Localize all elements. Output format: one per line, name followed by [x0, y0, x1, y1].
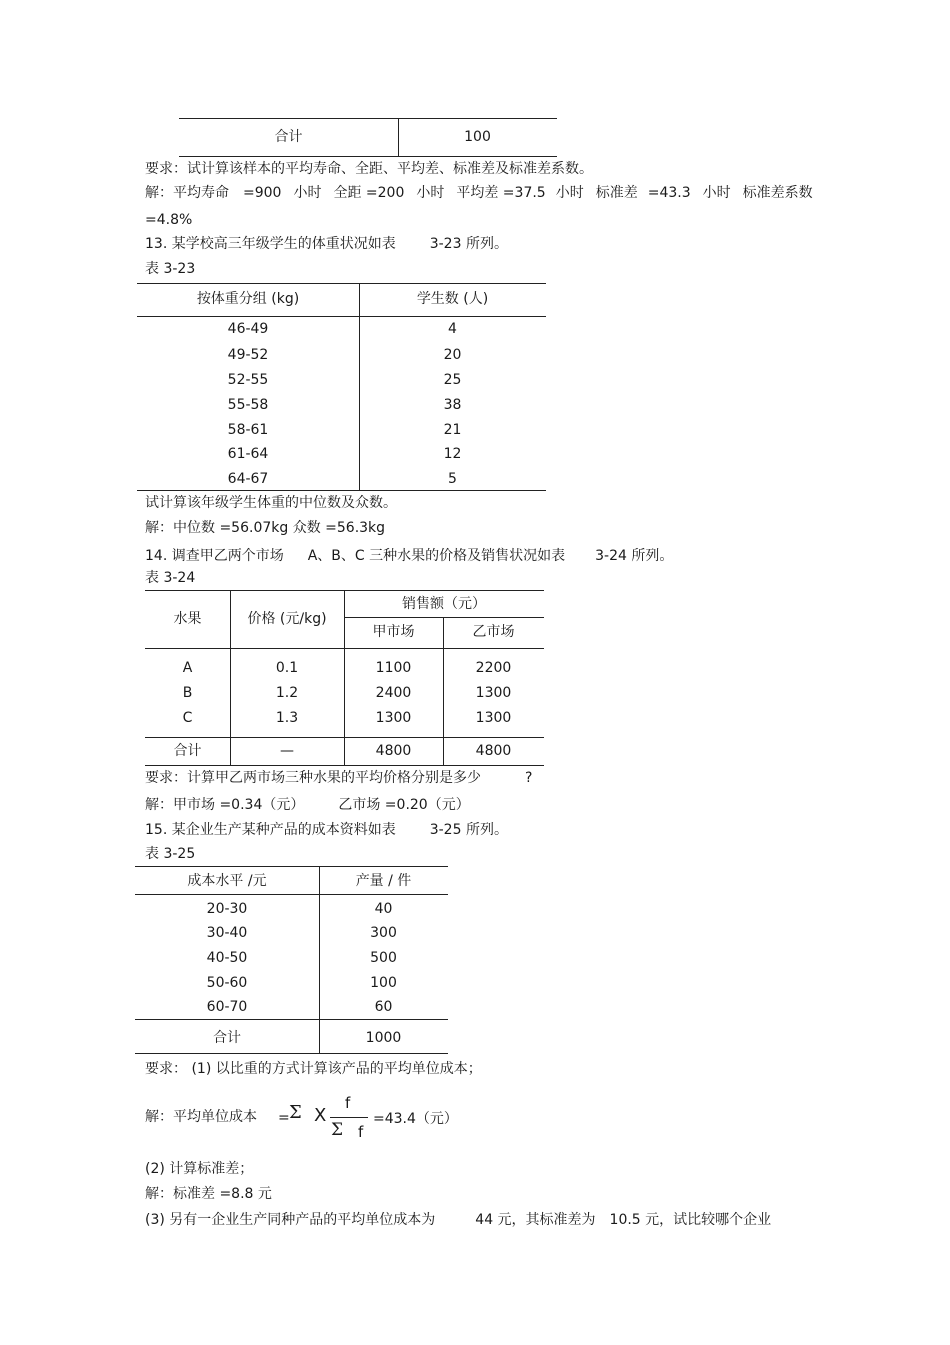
table-cell: 50-60 — [206, 975, 248, 991]
q14-fruits: A、B、C 三种水果的价格及销售状况如表 — [307, 548, 566, 564]
sol12-unit-3: 小时 — [555, 185, 584, 201]
solution-12-cont: =4.8% — [145, 212, 193, 228]
solution-14 — [145, 796, 470, 814]
sol12-avg-life-value: =900 — [243, 185, 282, 201]
table-cell: 4800 — [475, 743, 512, 759]
table-cell: 61-64 — [227, 446, 269, 462]
table-cell: 1300 — [475, 710, 512, 726]
table-cell: 500 — [370, 950, 397, 966]
header-student-count: 学生数 (人) — [416, 291, 489, 307]
requirement-12: 要求：试计算该样本的平均寿命、全距、平均差、标准差及标准差系数。 — [145, 161, 593, 177]
table-cell: — — [280, 743, 294, 759]
table-cell: 60 — [374, 999, 393, 1015]
table-cell: 49-52 — [227, 347, 269, 363]
sol12-unit-1: 小时 — [293, 185, 322, 201]
sol12-cv: 标准差系数 — [742, 185, 813, 201]
table-cell: 25 — [443, 372, 462, 388]
question-13 — [145, 235, 508, 253]
table-cell: 5 — [448, 471, 457, 487]
req15-3-cost: 44 元，其标准差为 — [475, 1212, 596, 1228]
table-cell: 20-30 — [206, 901, 248, 917]
table-cell: 46-49 — [227, 321, 269, 337]
formula-result: =43.4（元） — [373, 1111, 458, 1127]
question-14 — [145, 547, 673, 565]
sol14-market-b: 乙市场 =0.20（元） — [338, 797, 470, 813]
table-cell: 4800 — [375, 743, 412, 759]
caption-3-23: 表 3-23 — [145, 261, 196, 277]
table-cell: 38 — [443, 397, 462, 413]
table-cell: B — [182, 685, 193, 701]
sol14-market-a: 解：甲市场 =0.34（元） — [145, 797, 305, 813]
table-cell: 2200 — [475, 660, 512, 676]
fraction-bar — [330, 1117, 368, 1118]
table-cell: 2400 — [375, 685, 412, 701]
table-cell: 52-55 — [227, 372, 269, 388]
total-value: 100 — [464, 129, 491, 145]
sol12-std-value: =43.3 — [647, 185, 691, 201]
table-cell: 100 — [370, 975, 397, 991]
formula-numerator: f — [345, 1094, 351, 1112]
table-cell: 0.1 — [275, 660, 299, 676]
table-cell: 40-50 — [206, 950, 248, 966]
table-cell: 300 — [370, 925, 397, 941]
q15-text: 15. 某企业生产某种产品的成本资料如表 — [145, 822, 396, 838]
sol12-range: 全距 =200 — [333, 185, 405, 201]
table-cell: A — [182, 660, 193, 676]
table-cell: 12 — [443, 446, 462, 462]
sigma-icon: Σ — [289, 1102, 302, 1123]
table-cell: 4 — [448, 321, 457, 337]
q15-ref: 3-25 所列。 — [429, 822, 508, 838]
solution-15-2: 解：标准差 =8.8 元 — [145, 1186, 272, 1202]
req14-qmark: ? — [525, 770, 533, 786]
requirement-14 — [145, 769, 532, 787]
header-cost-level: 成本水平 /元 — [187, 873, 267, 889]
req14-text: 要求：计算甲乙两市场三种水果的平均价格分别是多少 — [145, 770, 481, 786]
sol15-lead: 解：平均单位成本 — [145, 1109, 257, 1125]
table-cell: 20 — [443, 347, 462, 363]
question-15 — [145, 821, 508, 839]
caption-3-24: 表 3-24 — [145, 570, 196, 586]
table-cell: 1.3 — [275, 710, 299, 726]
formula-x: X — [314, 1105, 327, 1126]
sol12-mean-dev: 平均差 =37.5 — [456, 185, 546, 201]
requirement-15-3 — [145, 1211, 771, 1229]
requirement-15-1: 要求： (1) 以比重的方式计算该产品的平均单位成本； — [145, 1061, 482, 1077]
table-cell: 1.2 — [275, 685, 299, 701]
req15-3-std: 10.5 元，试比较哪个企业 — [609, 1212, 772, 1228]
formula-denominator: f — [358, 1123, 364, 1141]
header-price: 价格 (元/kg) — [247, 611, 327, 627]
sigma-icon: Σ — [331, 1120, 344, 1140]
formula-equals: = — [278, 1110, 290, 1126]
header-weight-group: 按体重分组 (kg) — [196, 291, 300, 307]
table-cell: 合计 — [173, 743, 202, 759]
solution-12 — [145, 184, 813, 202]
solution-13: 解：中位数 =56.07kg 众数 =56.3kg — [145, 520, 386, 536]
req15-3-text: (3) 另有一企业生产同种产品的平均单位成本为 — [145, 1212, 436, 1228]
table-cell: 60-70 — [206, 999, 248, 1015]
header-market-b: 乙市场 — [472, 624, 515, 640]
q13-ref: 3-23 所列。 — [429, 236, 508, 252]
sol12-std: 标准差 — [595, 185, 638, 201]
sol12-unit-2: 小时 — [416, 185, 445, 201]
table-cell: 30-40 — [206, 925, 248, 941]
table-cell: 1300 — [475, 685, 512, 701]
total-label: 合计 — [274, 129, 303, 145]
table-cell: 40 — [374, 901, 393, 917]
requirement-13: 试计算该年级学生体重的中位数及众数。 — [145, 495, 397, 511]
sol12-avg-life: 解：平均寿命 — [145, 185, 229, 201]
table-cell: 1300 — [375, 710, 412, 726]
caption-3-25: 表 3-25 — [145, 846, 196, 862]
table-cell: 58-61 — [227, 422, 269, 438]
q13-text: 13. 某学校高三年级学生的体重状况如表 — [145, 236, 396, 252]
table-cell: 1100 — [375, 660, 412, 676]
header-sales: 销售额（元） — [402, 596, 486, 612]
header-fruit: 水果 — [173, 611, 202, 627]
q14-ref: 3-24 所列。 — [595, 548, 674, 564]
table-cell: 55-58 — [227, 397, 269, 413]
q14-text: 14. 调查甲乙两个市场 — [145, 548, 284, 564]
table-cell: 1000 — [365, 1030, 402, 1046]
table-cell: 合计 — [213, 1030, 241, 1046]
table-cell: 21 — [443, 422, 462, 438]
sol12-unit-4: 小时 — [702, 185, 731, 201]
header-output: 产量 / 件 — [355, 873, 412, 889]
header-market-a: 甲市场 — [372, 624, 415, 640]
table-cell: C — [182, 710, 193, 726]
requirement-15-2: (2) 计算标准差； — [145, 1161, 254, 1177]
table-cell: 64-67 — [227, 471, 269, 487]
